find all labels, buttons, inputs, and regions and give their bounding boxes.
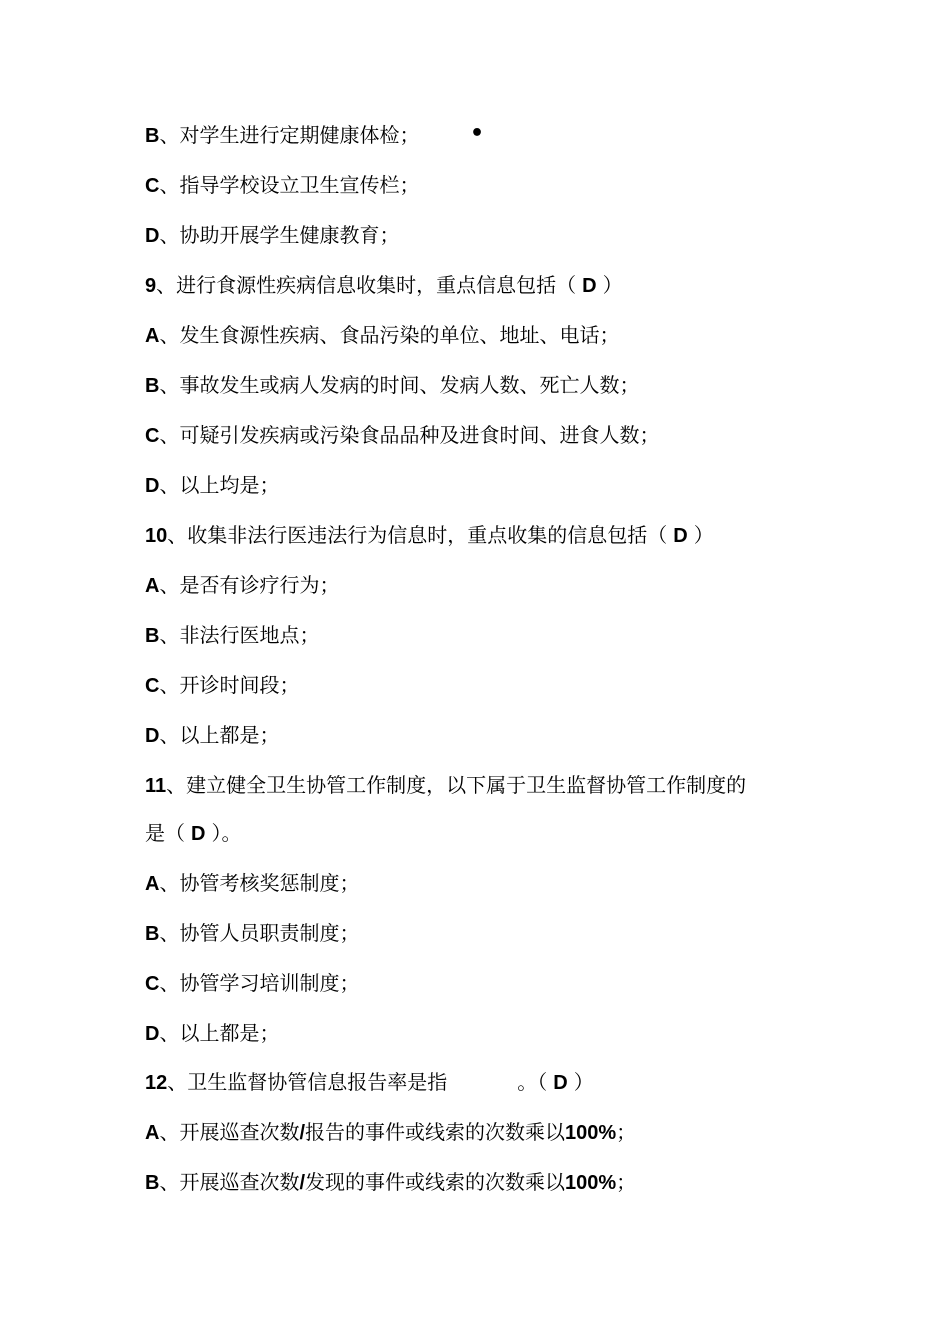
item-text-tail: ） xyxy=(693,523,714,547)
text-line xyxy=(145,221,399,250)
text-line xyxy=(145,919,359,948)
text-line xyxy=(145,121,419,150)
item-text: 、以上都是； xyxy=(159,1021,280,1045)
text-line xyxy=(145,1168,636,1197)
item-text: 、协管考核奖惩制度； xyxy=(159,871,360,895)
text-line xyxy=(145,771,746,800)
text-line xyxy=(145,1019,279,1048)
item-number: A xyxy=(145,325,160,347)
item-text: 、协管人员职责制度； xyxy=(159,921,360,945)
bullet-mark: • xyxy=(470,121,485,146)
text-line xyxy=(145,371,639,400)
item-number: A xyxy=(145,873,160,895)
item-number: B xyxy=(145,125,160,147)
item-text: 、指导学校设立卫生宣传栏； xyxy=(159,173,420,197)
text-line xyxy=(145,671,299,700)
item-text: 、协助开展学生健康教育； xyxy=(159,223,400,247)
item-text-continued: 。（ xyxy=(517,1070,548,1094)
item-number: 11 xyxy=(145,775,167,797)
text-line xyxy=(145,321,619,350)
item-number: B xyxy=(145,375,160,397)
item-text: 、以上都是； xyxy=(159,723,280,747)
answer-letter: D xyxy=(582,275,597,297)
item-text-tail: ） xyxy=(573,1070,594,1094)
text-line xyxy=(145,819,241,848)
text-line xyxy=(145,271,623,300)
item-number: 12 xyxy=(145,1072,168,1094)
item-text: 、收集非法行医违法行为信息时，重点收集的信息包括（ xyxy=(167,523,668,547)
text-line xyxy=(145,521,714,550)
text-line xyxy=(145,621,319,650)
item-number: C xyxy=(145,425,160,447)
item-number: A xyxy=(145,1122,160,1144)
item-text: 、可疑引发疾病或污染食品品种及进食时间、进食人数； xyxy=(159,423,660,447)
item-number: C xyxy=(145,675,160,697)
text-line xyxy=(145,171,419,200)
item-text-tail: ）。 xyxy=(211,821,242,845)
item-text: 、开展巡查次数 xyxy=(159,1170,300,1194)
item-number: D xyxy=(145,225,160,247)
item-text: 、事故发生或病人发病的时间、发病人数、死亡人数； xyxy=(159,373,640,397)
text-line xyxy=(145,1118,636,1147)
item-number: C xyxy=(145,175,160,197)
text-line xyxy=(145,969,359,998)
item-text: 、进行食源性疾病信息收集时，重点信息包括（ xyxy=(156,273,577,297)
item-text: 、是否有诊疗行为； xyxy=(159,573,340,597)
text-line xyxy=(145,721,279,750)
item-number: D xyxy=(145,1023,160,1045)
slash-mark: / xyxy=(299,1172,306,1194)
item-number: B xyxy=(145,923,160,945)
item-text: 、开展巡查次数 xyxy=(159,1120,300,1144)
item-number: C xyxy=(145,973,160,995)
item-text-tail: ） xyxy=(602,273,623,297)
item-number: 9 xyxy=(145,275,157,297)
percent-value: 100% xyxy=(565,1122,617,1144)
text-line xyxy=(145,421,659,450)
item-number: D xyxy=(145,475,160,497)
item-text: 是（ xyxy=(145,821,185,845)
item-number: B xyxy=(145,625,160,647)
text-line xyxy=(145,869,359,898)
item-text-end: ； xyxy=(616,1120,637,1144)
item-text: 、以上均是； xyxy=(159,473,280,497)
item-text: 、非法行医地点； xyxy=(159,623,320,647)
item-text: 、开诊时间段； xyxy=(159,673,300,697)
text-line xyxy=(145,1068,594,1097)
percent-value: 100% xyxy=(565,1172,617,1194)
item-number: D xyxy=(145,725,160,747)
answer-letter: D xyxy=(191,823,206,845)
item-text-end: ； xyxy=(616,1170,637,1194)
item-text: 、发生食源性疾病、食品污染的单位、地址、电话； xyxy=(159,323,620,347)
answer-letter: D xyxy=(673,525,688,547)
item-text: 、协管学习培训制度； xyxy=(159,971,360,995)
item-number: A xyxy=(145,575,160,597)
text-line xyxy=(145,471,279,500)
item-text-continued: 报告的事件或线索的次数乘以 xyxy=(305,1120,566,1144)
item-text: 、卫生监督协管信息报告率是指 xyxy=(167,1070,448,1094)
item-text: 、对学生进行定期健康体检； xyxy=(159,123,420,147)
item-number: 10 xyxy=(145,525,168,547)
item-text-continued: 发现的事件或线索的次数乘以 xyxy=(305,1170,566,1194)
item-number: B xyxy=(145,1172,160,1194)
answer-letter: D xyxy=(553,1072,568,1094)
slash-mark: / xyxy=(299,1122,306,1144)
item-text: 、建立健全卫生协管工作制度，以下属于卫生监督协管工作制度的 xyxy=(166,773,747,797)
text-line xyxy=(145,571,339,600)
